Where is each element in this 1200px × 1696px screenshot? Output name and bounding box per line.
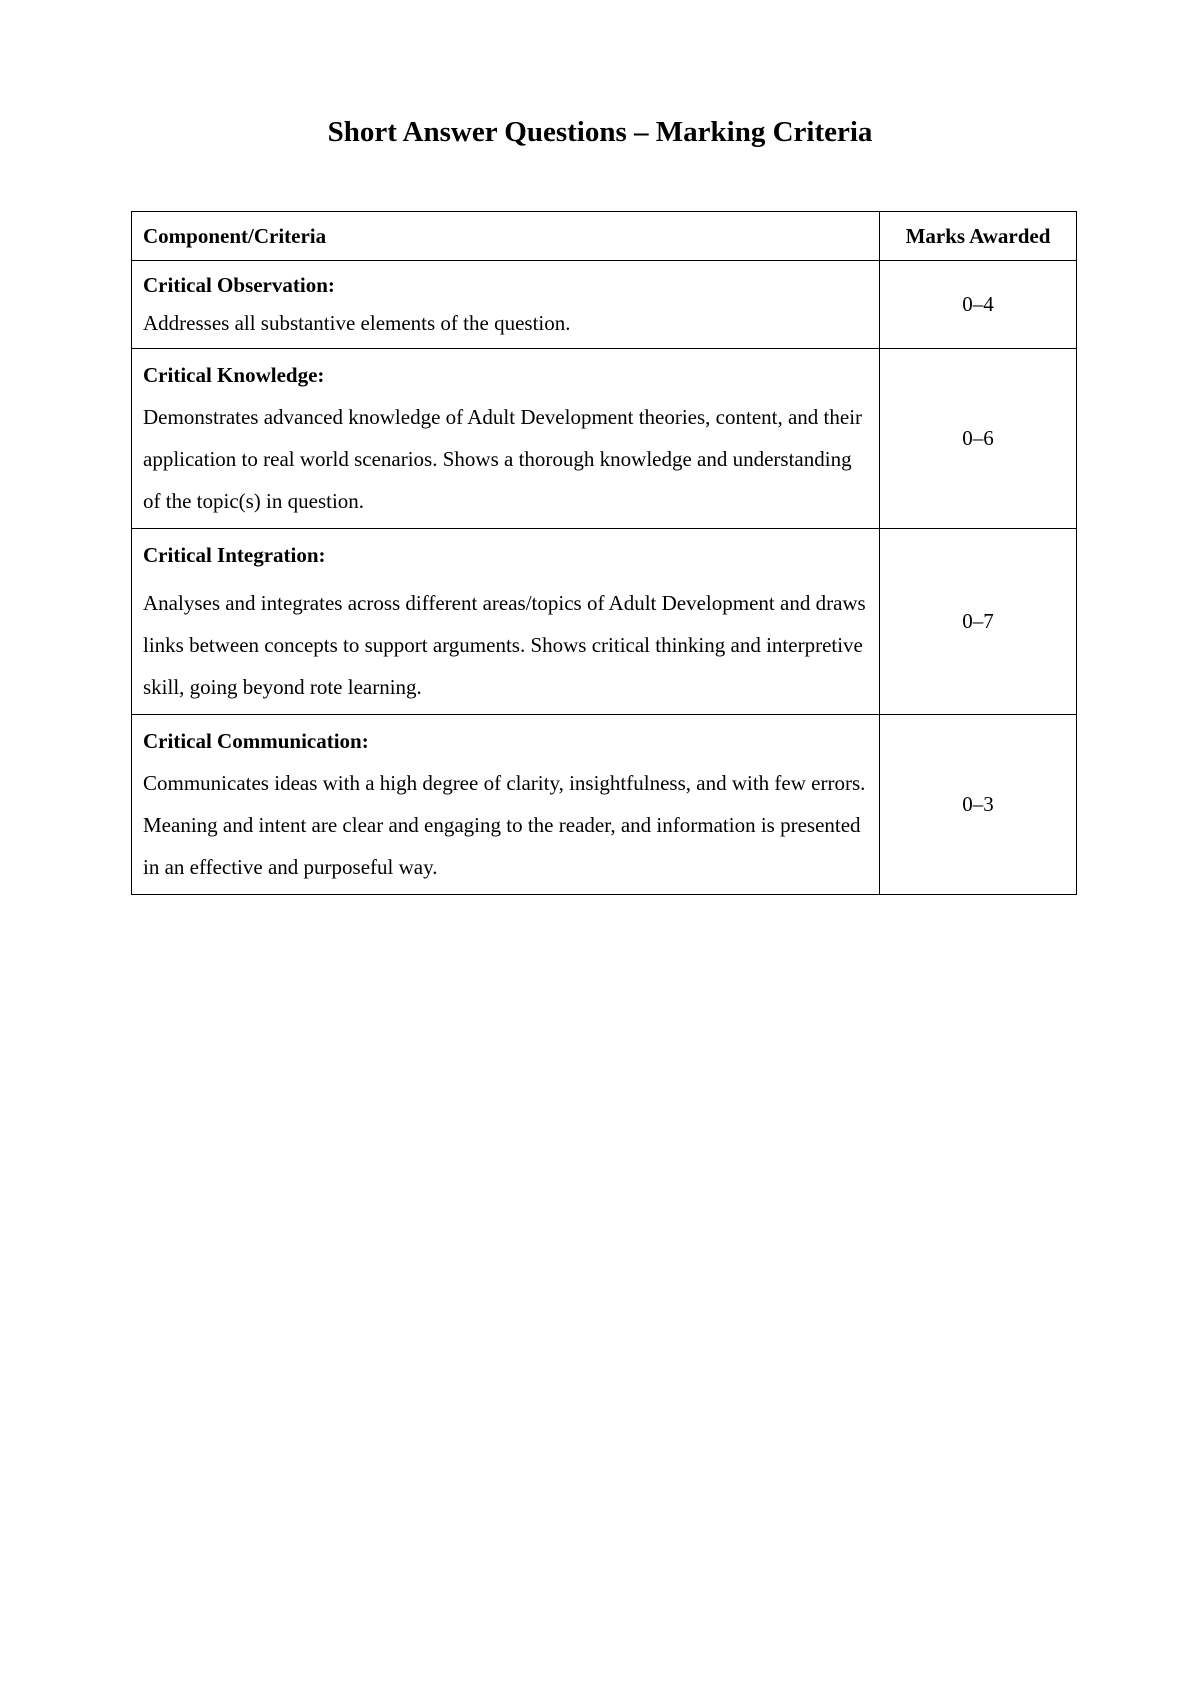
table-row — [132, 349, 1077, 529]
table-row — [132, 261, 1077, 349]
criterion-cell — [132, 261, 880, 349]
criterion-name: Critical Knowledge: — [143, 363, 325, 387]
header-marks-awarded: Marks Awarded — [880, 212, 1077, 261]
marks-range: 0–4 — [880, 261, 1077, 349]
marks-range: 0–6 — [880, 349, 1077, 529]
criterion-name: Critical Integration: — [143, 543, 326, 567]
criterion-description: Communicates ideas with a high degree of clarity, insightfulness, and with few errors. Meaning and intent are clear and engaging to the reader, and information is presented in an effective and purposeful way. — [143, 771, 866, 879]
criterion-description: Addresses all substantive elements of the question. — [143, 311, 571, 335]
criterion-description: Analyses and integrates across different areas/topics of Adult Development and draws links between concepts to support arguments. Shows critical thinking and interpretive skill, going beyond rote learning. — [143, 591, 866, 699]
page-title: Short Answer Questions – Marking Criteria — [327, 116, 873, 148]
criterion-description: Demonstrates advanced knowledge of Adult Development theories, content, and their application to real world scenarios. Shows a thorough knowledge and understanding of the topic(s) in question. — [143, 405, 863, 513]
criterion-name: Critical Communication: — [143, 729, 369, 753]
table-header-row — [132, 212, 1077, 261]
criterion-cell — [132, 349, 880, 529]
criterion-name: Critical Observation: — [143, 273, 335, 297]
criterion-cell — [132, 715, 880, 895]
marking-criteria-table — [131, 211, 1077, 895]
marks-range: 0–3 — [880, 715, 1077, 895]
criterion-cell — [132, 529, 880, 715]
table-row — [132, 529, 1077, 715]
header-component-criteria: Component/Criteria — [132, 212, 880, 261]
marks-range: 0–7 — [880, 529, 1077, 715]
table-row — [132, 715, 1077, 895]
